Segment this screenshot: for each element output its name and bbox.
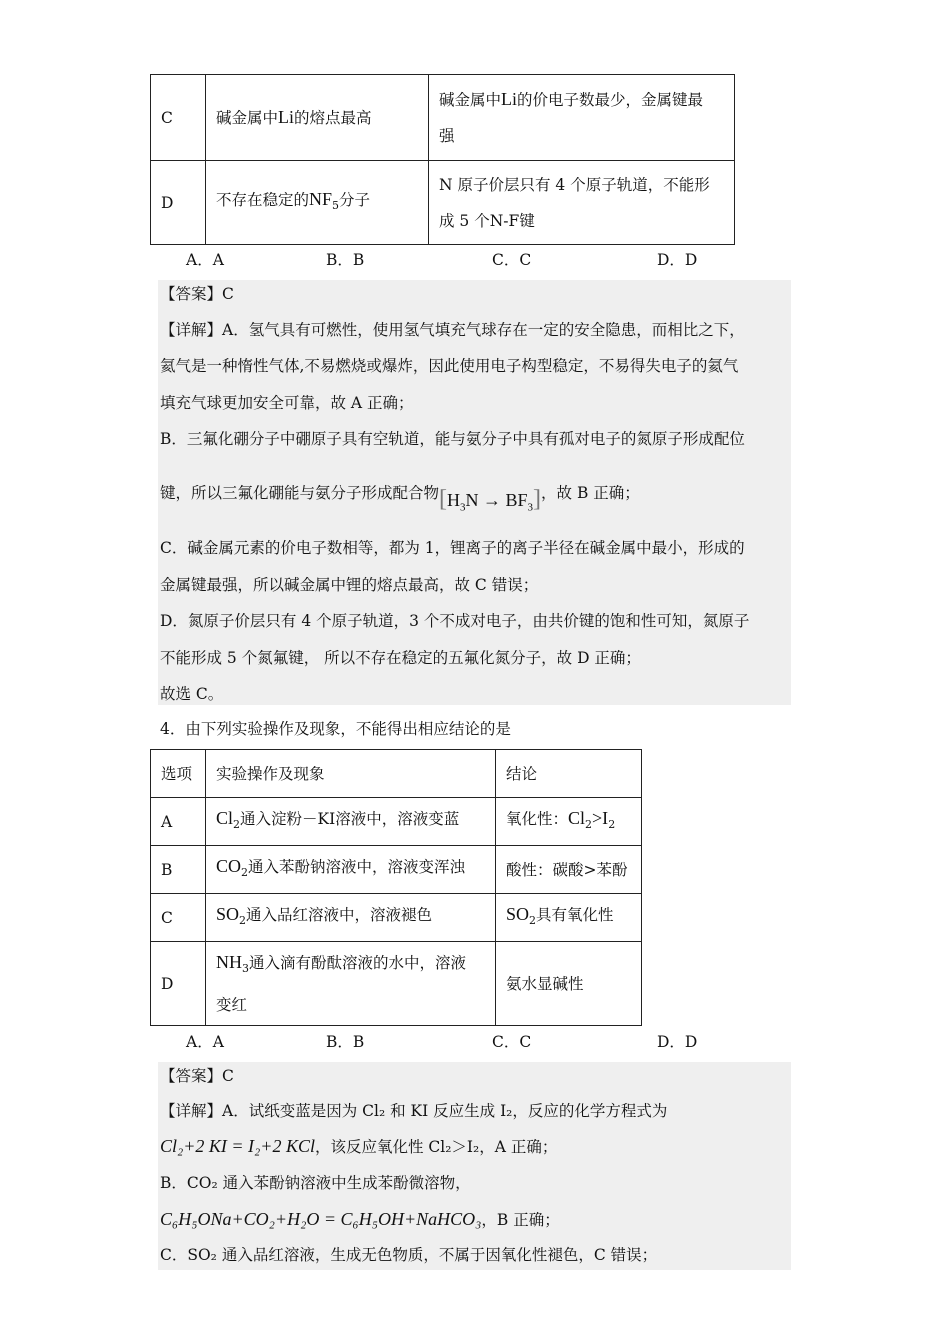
subscript: 5 — [332, 199, 340, 213]
explanation-text: 键，所以三氟化硼能与氨分子形成配合物 — [160, 484, 440, 502]
explanation-line: 【详解】A．氢气具有可燃性，使用氢气填充气球存在一定的安全隐患，而相比之下， — [160, 321, 745, 339]
explanation-cell — [429, 75, 735, 161]
equation: C₆H₅ONa+CO₂+H₂O = C₆H₅OH+NaHCO₃ — [160, 1209, 482, 1229]
option-b: B．B — [326, 251, 365, 269]
explanation-text: ，故 B 正确； — [541, 484, 640, 502]
q3-options — [0, 248, 950, 270]
table-row — [151, 75, 735, 161]
table-row — [151, 161, 735, 245]
statement-text: 的熔点最高 — [294, 109, 372, 127]
conclusion-cell: 氨水显碱性 — [496, 942, 642, 1026]
q4-options — [0, 1030, 950, 1052]
formula: SO — [506, 903, 530, 924]
explanation-line: B．三氟化硼分子中硼原子具有空轨道，能与氨分子中具有孤对电子的氮原子形成配位 — [160, 430, 745, 448]
explanation-line: 金属键最强，所以碱金属中锂的熔点最高，故 C 错误； — [160, 576, 539, 594]
conclusion-cell: 酸性：碳酸>苯酚 — [496, 846, 642, 894]
option-a: A．A — [186, 1033, 224, 1051]
explanation-line: C．碱金属元素的价电子数相等，都为 1，锂离子的离子半径在碱金属中最小，形成的 — [160, 539, 745, 557]
subscript: 2 — [233, 818, 241, 832]
option-a: A．A — [186, 251, 224, 269]
explanation-line: B．CO₂ 通入苯酚钠溶液中生成苯酚微溶物， — [160, 1174, 471, 1192]
formula: >I — [592, 807, 609, 828]
option-d: D．D — [657, 251, 698, 269]
table-row — [151, 942, 642, 1026]
explanation-line — [160, 1134, 557, 1159]
option-cell: D — [151, 161, 206, 245]
conclusion-text: 氧化性： — [506, 809, 569, 828]
operation-text: 通入淀粉－KI溶液中，溶液变蓝 — [240, 809, 460, 828]
statement-text: 分子 — [339, 190, 371, 209]
symbol: Li — [278, 107, 295, 127]
option-b: B．B — [326, 1033, 365, 1051]
formula: CO — [216, 855, 242, 876]
equation: Cl₂+2 KI = I₂+2 KCl — [160, 1136, 315, 1156]
table-q4 — [150, 749, 642, 1026]
table-header-row — [151, 750, 642, 798]
header-option: 选项 — [151, 750, 206, 798]
table-row — [151, 846, 642, 894]
operation-cell — [206, 798, 496, 846]
explanation-line — [160, 1207, 560, 1232]
table-row — [151, 798, 642, 846]
explanation-line: D．氮原子价层只有 4 个原子轨道，3 个不成对电子，由共价键的饱和性可知，氮原子 — [160, 612, 750, 630]
subscript: 2 — [585, 818, 593, 832]
header-operation: 实验操作及现象 — [206, 750, 496, 798]
operation-text: 通入滴有酚酞溶液的水中，溶液 — [249, 953, 467, 972]
formula: SO — [216, 903, 240, 924]
explanation-line: 填充气球更加安全可靠，故 A 正确； — [160, 394, 414, 412]
statement-cell — [206, 75, 429, 161]
subscript: 3 — [242, 962, 249, 976]
explanation-cell — [429, 161, 735, 245]
option-cell: D — [151, 942, 206, 1026]
subscript: 3 — [527, 501, 534, 514]
explanation-text: 碱金属中 — [439, 91, 502, 109]
subscript: 2 — [529, 914, 537, 928]
explanation-text: N 原子价层只有 4 个原子轨道，不能形 — [439, 175, 710, 194]
option-cell: C — [151, 75, 206, 161]
explanation-line: 不能形成 5 个氮氟键， 所以不存在稳定的五氟化氮分子，故 D 正确； — [160, 649, 641, 667]
option-cell: A — [151, 798, 206, 846]
option-d: D．D — [657, 1033, 698, 1051]
option-c: C．C — [492, 1033, 532, 1051]
complex-formula: $[H_3N \to BF_3]$ — [439, 486, 542, 514]
explanation-line: C．SO₂ 通入品红溶液，生成无色物质，不属于因氧化性褪色，C 错误； — [160, 1246, 658, 1264]
explanation-line: 【详解】A．试纸变蓝是因为 Cl₂ 和 KI 反应生成 I₂，反应的化学方程式为 — [160, 1102, 668, 1120]
option-cell: C — [151, 894, 206, 942]
subscript: 3 — [460, 501, 466, 514]
table-row — [151, 894, 642, 942]
formula: Cl — [568, 807, 586, 828]
explanation-text: 强 — [439, 127, 455, 145]
conclusion-cell — [496, 894, 642, 942]
symbol: Li — [501, 89, 518, 109]
operation-text: 变红 — [216, 996, 248, 1015]
statement-cell — [206, 161, 429, 245]
explanation-text: ，该反应氧化性 Cl₂＞I₂，A 正确； — [314, 1138, 558, 1156]
table-q3-continued — [150, 74, 735, 245]
subscript: 2 — [241, 866, 249, 880]
explanation-text: 成 5 个N-F键 — [439, 211, 535, 230]
operation-text: 通入苯酚钠溶液中，溶液变浑浊 — [248, 857, 466, 876]
explanation-text: 的价电子数最少，金属键最 — [517, 91, 704, 109]
formula: Cl — [216, 807, 234, 828]
operation-cell — [206, 942, 496, 1026]
option-cell: B — [151, 846, 206, 894]
operation-cell — [206, 846, 496, 894]
explanation-line — [160, 479, 640, 512]
header-conclusion: 结论 — [496, 750, 642, 798]
answer-label: 【答案】C — [160, 285, 234, 303]
statement-text: 碱金属中 — [216, 109, 279, 127]
question-4-stem: 4．由下列实验操作及现象，不能得出相应结论的是 — [160, 720, 511, 738]
explanation-line: 故选 C。 — [160, 685, 224, 703]
option-c: C．C — [492, 251, 532, 269]
formula-part: H — [447, 490, 461, 510]
subscript: 2 — [608, 818, 616, 832]
operation-text: 通入品红溶液中，溶液褪色 — [246, 905, 433, 924]
formula-part: N → BF — [465, 490, 528, 510]
subscript: 2 — [239, 914, 247, 928]
statement-text: 不存在稳定的 — [216, 190, 310, 209]
explanation-line: 氦气是一种惰性气体,不易燃烧或爆炸，因此使用电子构型稳定，不易得失电子的氦气 — [160, 357, 739, 375]
formula: NH — [216, 951, 242, 972]
conclusion-text: 具有氧化性 — [536, 905, 614, 924]
operation-cell — [206, 894, 496, 942]
answer-label: 【答案】C — [160, 1067, 234, 1085]
symbol: NF — [309, 188, 333, 209]
answer-block-q4 — [158, 1062, 791, 1270]
explanation-text: ，B 正确； — [481, 1211, 560, 1229]
conclusion-cell — [496, 798, 642, 846]
